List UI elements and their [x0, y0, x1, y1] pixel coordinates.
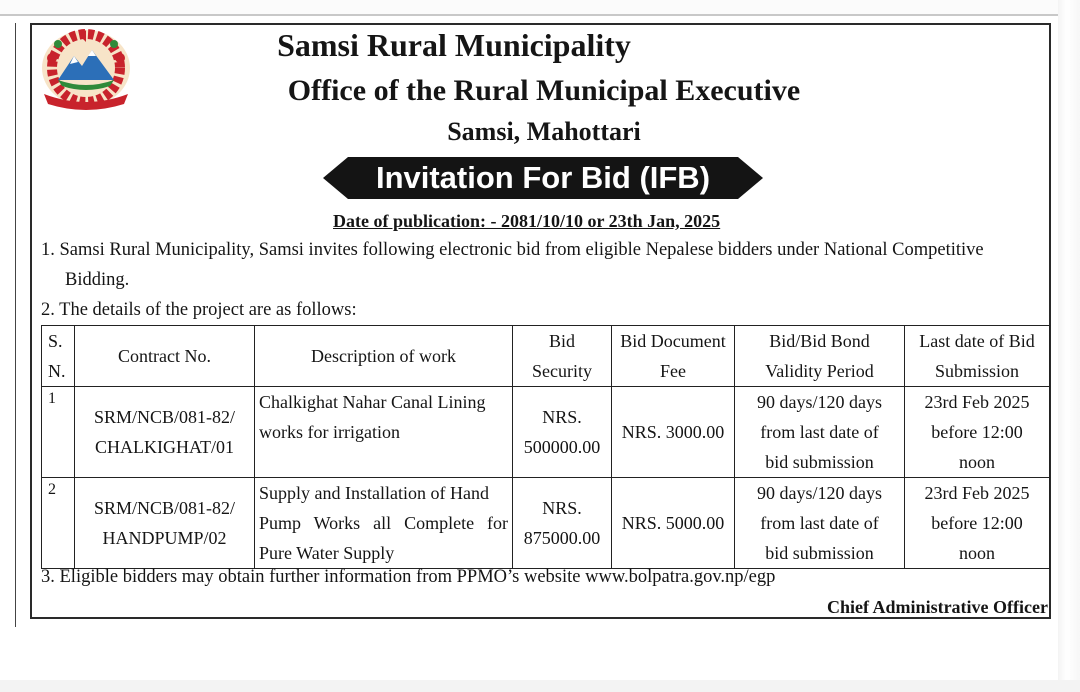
row-fee: NRS. 5000.00 [612, 478, 735, 569]
description-line: Chalkighat Nahar Canal Lining [259, 392, 486, 412]
top-strip [0, 0, 1080, 14]
address: Samsi, Mahottari [447, 117, 641, 146]
header-fee-line1: Bid Document [620, 331, 726, 351]
banner-right-arrow [738, 157, 763, 199]
header-validity-line1: Bid/Bid Bond [769, 331, 870, 351]
deadline-line: noon [959, 452, 995, 472]
row-description [255, 478, 513, 569]
contract-line: CHALKIGHAT/01 [95, 437, 234, 457]
description-line: Supply and Installation of Hand [259, 483, 489, 503]
bid-table [41, 325, 1050, 569]
row-validity [735, 387, 905, 478]
deadline-line: 23rd Feb 2025 [924, 483, 1030, 503]
security-line: NRS. [542, 407, 582, 427]
row-sn: 1 [42, 387, 75, 478]
row-deadline [905, 478, 1050, 569]
validity-line: from last date of [760, 513, 879, 533]
deadline-line: 23rd Feb 2025 [924, 392, 1030, 412]
header-security-line1: Bid [548, 331, 575, 351]
office-title: Office of the Rural Municipal Executive [287, 74, 801, 107]
description-line: Pump Works all Complete for [259, 513, 508, 533]
validity-line: 90 days/120 days [757, 483, 882, 503]
deadline-line: before 12:00 [931, 513, 1023, 533]
contract-line: SRM/NCB/081-82/ [93, 407, 236, 427]
row-validity [735, 478, 905, 569]
header-fee-line2: Fee [660, 361, 686, 381]
table-header-row [42, 326, 1050, 387]
header-contract: Contract No. [75, 326, 255, 387]
publication-date: Date of publication: - 2081/10/10 or 23th Jan, 2025 [333, 211, 721, 231]
bottom-strip [0, 680, 1080, 692]
row-fee: NRS. 3000.00 [612, 387, 735, 478]
signature: Chief Administrative Officer [827, 597, 1048, 617]
header-validity [735, 326, 905, 387]
table-row [42, 387, 1050, 478]
paragraph-1-cont: Bidding. [65, 270, 130, 290]
header-sn-line2: N. [48, 361, 66, 381]
row-description [255, 387, 513, 478]
validity-line: bid submission [765, 452, 874, 472]
contract-line: HANDPUMP/02 [102, 528, 227, 548]
row-contract [75, 478, 255, 569]
municipality-title: Samsi Rural Municipality [277, 27, 631, 63]
paragraph-3: 3. Eligible bidders may obtain further information from PPMO’s website www.bolpatra.gov.np/egp [41, 567, 776, 587]
header-validity-line2: Validity Period [765, 361, 874, 381]
banner-left-arrow [323, 157, 348, 199]
ifb-banner: Invitation For Bid (IFB) [348, 157, 738, 199]
paragraph-1: 1. Samsi Rural Municipality, Samsi invites following electronic bid from eligible Nepalese bidders under National Competitive [41, 240, 984, 260]
description-line: Pure Water Supply [259, 543, 395, 563]
header-deadline-line1: Last date of Bid [919, 331, 1035, 351]
security-line: NRS. [542, 498, 582, 518]
validity-line: bid submission [765, 543, 874, 563]
contract-line: SRM/NCB/081-82/ [93, 498, 236, 518]
description-line: works for irrigation [259, 422, 400, 442]
header-description: Description of work [255, 326, 513, 387]
row-contract [75, 387, 255, 478]
security-line: 500000.00 [523, 437, 601, 457]
left-rule [15, 23, 16, 627]
row-deadline [905, 387, 1050, 478]
header-deadline [905, 326, 1050, 387]
header-sn-line1: S. [48, 331, 63, 351]
row-security [513, 478, 612, 569]
top-divider [0, 14, 1060, 16]
paragraph-2: 2. The details of the project are as follows: [41, 300, 357, 320]
header-sn [42, 326, 75, 387]
row-security [513, 387, 612, 478]
security-line: 875000.00 [523, 528, 601, 548]
header-security-line2: Security [532, 361, 592, 381]
row-sn: 2 [42, 478, 75, 569]
validity-line: from last date of [760, 422, 879, 442]
deadline-line: before 12:00 [931, 422, 1023, 442]
header-fee [612, 326, 735, 387]
table-row [42, 478, 1050, 569]
header-security [513, 326, 612, 387]
header-deadline-line2: Submission [934, 361, 1020, 381]
deadline-line: noon [959, 543, 995, 563]
validity-line: 90 days/120 days [757, 392, 882, 412]
